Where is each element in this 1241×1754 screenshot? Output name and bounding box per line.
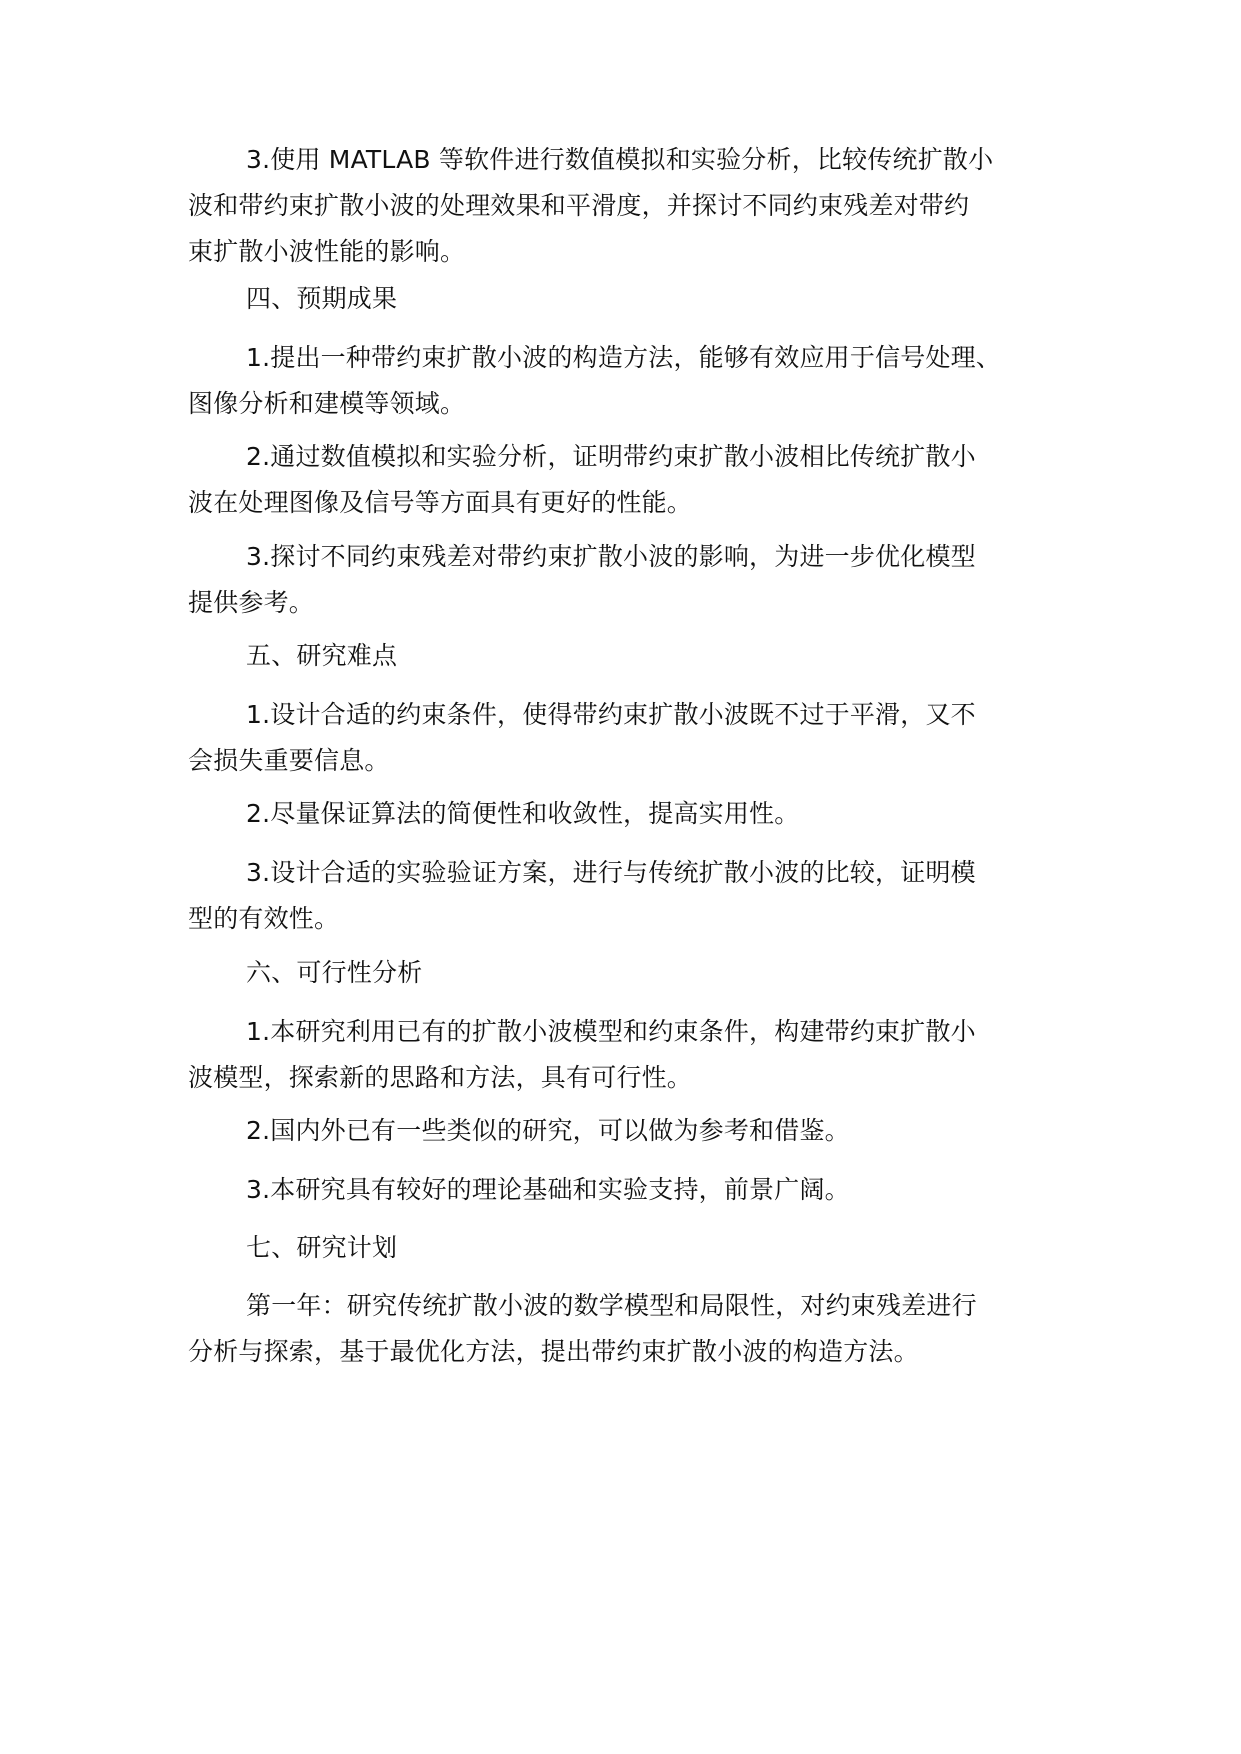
text-line: 波和带约束扩散小波的处理效果和平滑度，并探讨不同约束残差对带约	[188, 191, 970, 220]
heading-text: 四、预期成果	[246, 284, 398, 313]
text-line: 1.设计合适的约束条件，使得带约束扩散小波既不过于平滑，又不	[246, 700, 976, 729]
text-line: 3.本研究具有较好的理论基础和实验支持，前景广阔。	[246, 1175, 850, 1204]
paragraph-result-3	[188, 534, 1088, 626]
heading-text: 五、研究难点	[246, 641, 398, 670]
text-line: 3.设计合适的实验验证方案，进行与传统扩散小波的比较，证明模	[246, 858, 976, 887]
paragraph-difficulty-3	[188, 850, 1088, 942]
text-line: 波模型，探索新的思路和方法，具有可行性。	[188, 1063, 693, 1092]
section-heading-expected-results	[188, 276, 1088, 322]
text-line: 1.本研究利用已有的扩散小波模型和约束条件，构建带约束扩散小	[246, 1017, 976, 1046]
paragraph-feasibility-2	[188, 1108, 1088, 1154]
text-line: 分析与探索，基于最优化方法，提出带约束扩散小波的构造方法。	[188, 1337, 919, 1366]
text-line: 1.提出一种带约束扩散小波的构造方法，能够有效应用于信号处理、	[246, 343, 1002, 372]
text-line: 3.使用 MATLAB 等软件进行数值模拟和实验分析，比较传统扩散小	[246, 145, 994, 174]
section-heading-difficulties	[188, 633, 1088, 679]
paragraph-difficulty-2	[188, 791, 1088, 837]
text-line: 2.尽量保证算法的简便性和收敛性，提高实用性。	[246, 799, 800, 828]
paragraph-plan-year-1	[188, 1283, 1088, 1375]
text-line: 3.探讨不同约束残差对带约束扩散小波的影响，为进一步优化模型	[246, 542, 976, 571]
heading-text: 六、可行性分析	[246, 958, 423, 987]
paragraph-feasibility-1	[188, 1009, 1088, 1101]
text-line: 第一年：研究传统扩散小波的数学模型和局限性，对约束残差进行	[246, 1291, 977, 1320]
paragraph-difficulty-1	[188, 692, 1088, 784]
section-heading-feasibility	[188, 950, 1088, 996]
text-line: 2.国内外已有一些类似的研究，可以做为参考和借鉴。	[246, 1116, 850, 1145]
paragraph-result-1	[188, 335, 1088, 427]
text-line: 束扩散小波性能的影响。	[188, 237, 466, 266]
text-line: 2.通过数值模拟和实验分析，证明带约束扩散小波相比传统扩散小	[246, 442, 976, 471]
paragraph-feasibility-3	[188, 1167, 1088, 1213]
paragraph-method-3	[188, 137, 1088, 275]
text-line: 型的有效性。	[188, 904, 340, 933]
paragraph-result-2	[188, 434, 1088, 526]
text-line: 图像分析和建模等领域。	[188, 389, 466, 418]
text-line: 波在处理图像及信号等方面具有更好的性能。	[188, 488, 693, 517]
text-line: 会损失重要信息。	[188, 746, 390, 775]
heading-text: 七、研究计划	[246, 1233, 398, 1262]
section-heading-research-plan	[188, 1225, 1088, 1271]
text-line: 提供参考。	[188, 588, 315, 617]
